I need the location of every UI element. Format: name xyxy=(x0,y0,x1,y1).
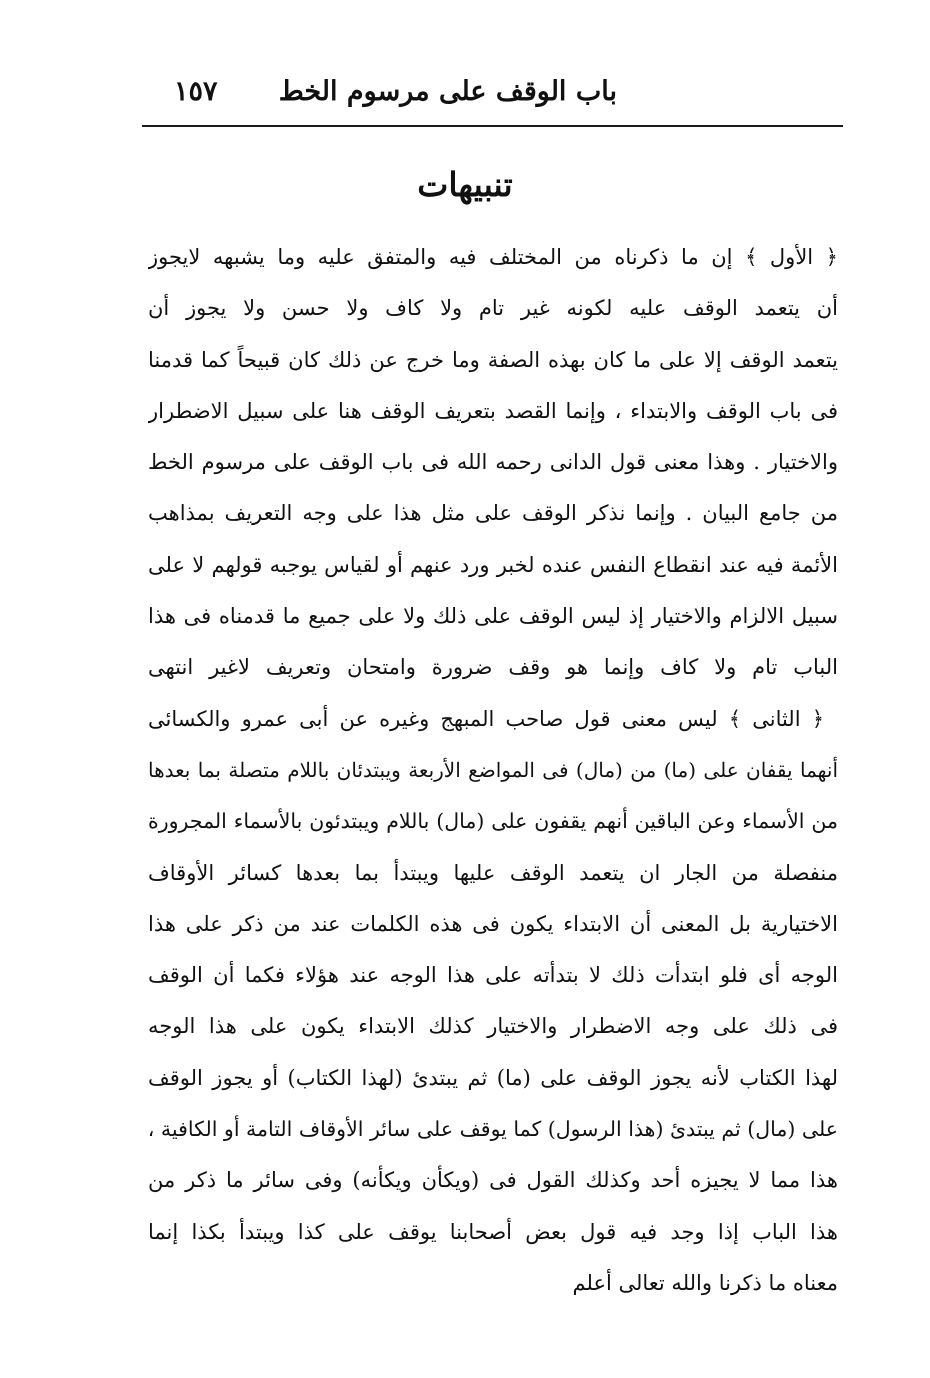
text-line: هذا الباب إذا وجد فيه قول بعض أصحابنا يوقف على كذا ويبتدأ بكذا إنما xyxy=(148,1219,838,1244)
page-header xyxy=(142,70,842,120)
text-line: لهذا الكتاب لأنه يجوز الوقف على (ما) ثم يبتدئ (لهذا الكتاب) أو يجوز الوقف xyxy=(148,1065,838,1090)
text-line: ﴿ الثانى ﴾ ليس معنى قول صاحب المبهج وغيره عن أبى عمرو والكسائى xyxy=(148,706,824,731)
text-line: فى ذلك على وجه الاضطرار والاختيار كذلك الابتداء يكون على هذا الوجه xyxy=(148,1014,838,1039)
text-line: فى باب الوقف والابتداء ، وإنما القصد بتعريف الوقف هنا على سبيل الاضطرار xyxy=(148,398,838,423)
text-line: الوجه أى فلو ابتدأت ذلك لا بتدأته على هذا الوجه عند هؤلاء فكما أن الوقف xyxy=(148,963,838,988)
section-heading: تنبيهات xyxy=(417,165,513,204)
text-line: ﴿ الأول ﴾ إن ما ذكرناه من المختلف فيه والمتفق عليه وما يشبهه لايجوز xyxy=(148,245,838,269)
text-line: معناه ما ذكرنا والله تعالى أعلم xyxy=(572,1270,838,1295)
page-number: ١٥٧ xyxy=(174,76,218,107)
text-line: منفصلة من الجار ان يتعمد الوقف عليها ويبتدأ بما بعدها كسائر الأوقاف xyxy=(148,860,838,885)
text-line: الباب تام ولا كاف وإنما هو وقف ضرورة وامتحان وتعريف لاغير انتهى xyxy=(148,655,838,680)
text-line: يتعمد الوقف إلا على ما كان بهذه الصفة وما خرج عن ذلك كان قبيحاً كما قدمنا xyxy=(148,347,838,372)
text-line: هذا مما لا يجيزه أحد وكذلك القول فى (ويكأن ويكأنه) وفى سائر ما ذكر من xyxy=(148,1168,838,1193)
text-line: أنهما يقفان على (ما) من (مال) فى المواضع الأربعة ويبتدئان باللام متصلة بما بعدها xyxy=(148,757,838,782)
text-line: الاختيارية بل المعنى أن الابتداء يكون فى هذه الكلمات عند من ذكر على هذا xyxy=(148,911,838,936)
header-divider xyxy=(142,125,843,127)
text-line: الأئمة فيه عند انقطاع النفس عنده لخبر ورد عنهم أو لقياس يوجبه قولهم لا على xyxy=(148,552,838,577)
running-title: باب الوقف على مرسوم الخط xyxy=(278,76,617,107)
text-line: من الأسماء وعن الباقين أنهم يقفون على (مال) باللام ويبتدئون بالأسماء المجرورة xyxy=(148,809,838,834)
text-line: أن يتعمد الوقف عليه لكونه غير تام ولا كاف ولا حسن ولا يجوز أن xyxy=(148,296,838,321)
text-line: سبيل الالزام والاختيار إذ ليس الوقف على ذلك ولا على جميع ما قدمناه فى هذا xyxy=(148,604,838,629)
text-line: والاختيار . وهذا معنى قول الدانى رحمه الله فى باب الوقف على مرسوم الخط xyxy=(148,450,838,475)
body-text xyxy=(148,232,838,1309)
text-line: على (مال) ثم يبتدئ (هذا الرسول) كما يوقف على سائر الأوقاف التامة أو الكافية ، xyxy=(148,1117,838,1142)
text-line: من جامع البيان . وإنما نذكر الوقف على مثل هذا على وجه التعريف بمذاهب xyxy=(148,501,838,526)
